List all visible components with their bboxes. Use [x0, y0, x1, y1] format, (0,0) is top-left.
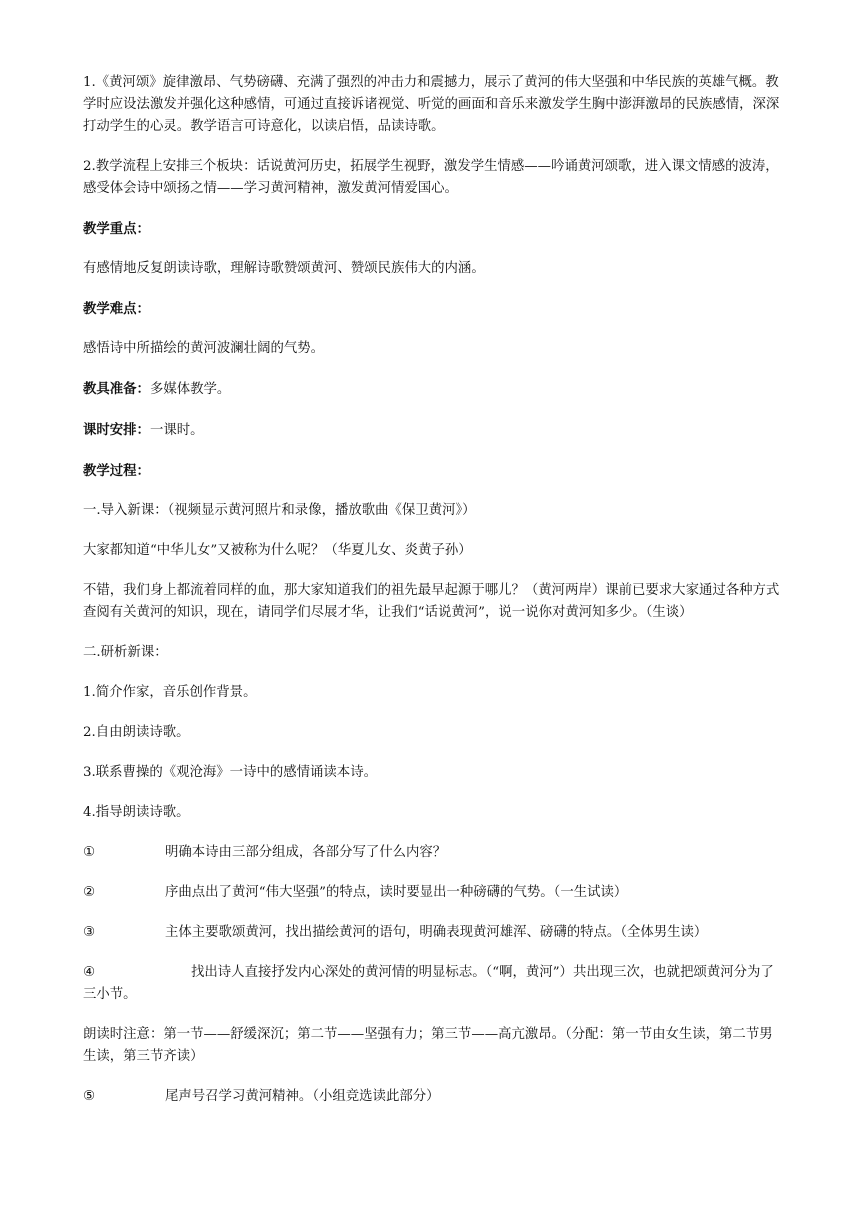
reading-note: 朗读时注意：第一节——舒缓深沉；第二节——坚强有力；第三节——高亢激昂。（分配：第一节由女生读，第二节男生读，第三节齐读） [83, 1027, 773, 1064]
list-item: 4.指导朗读诗歌。 [83, 805, 190, 820]
process-heading: 教学过程： [83, 463, 150, 479]
focus-heading: 教学重点： [83, 221, 150, 237]
document-body [83, 72, 783, 1126]
intro-paragraph-1: 1.《黄河颂》旋律激昂、气势磅礴、充满了强烈的冲击力和震撼力，展示了黄河的伟大坚强和中华民族的英雄气概。教学时应设法激发并强化这种感情，可通过直接诉诸视觉、听觉的画面和音乐来激发学生胸中澎湃激昂的民族感情，深深打动学生的心灵。教学语言可诗意化，以读启悟，品读诗歌。 [83, 75, 780, 134]
section-1-title: 一.导入新课：（视频显示黄河照片和录像，播放歌曲《保卫黄河》） [83, 503, 476, 518]
difficulty-text: 感悟诗中所描绘的黄河波澜壮阔的气势。 [83, 341, 325, 356]
step-number: ① [83, 845, 96, 860]
difficulty-heading: 教学难点： [83, 301, 150, 317]
step-item-4 [83, 962, 783, 1006]
step-number: ⑤ [83, 1089, 96, 1104]
step-item [83, 1086, 783, 1108]
schedule-line [83, 419, 783, 442]
intro-paragraph-2: 2.教学流程上安排三个板块：话说黄河历史，拓展学生视野，激发学生情感——吟诵黄河颂歌，进入课文情感的波涛，感受体会诗中颂扬之情——学习黄河精神，激发黄河情爱国心。 [83, 159, 779, 196]
section-2-title: 二.研析新课： [83, 645, 168, 660]
step-text: 明确本诗由三部分组成，各部分写了什么内容？ [165, 845, 447, 860]
tools-line [83, 378, 783, 401]
step-text: 主体主要歌颂黄河，找出描绘黄河的语句，明确表现黄河雄浑、磅礴的特点。（全体男生读） [165, 925, 708, 940]
schedule-label: 课时安排： [83, 422, 150, 438]
tools-value: 多媒体教学。 [149, 382, 231, 397]
list-item: 2.自由朗读诗歌。 [83, 725, 190, 740]
step-number: ③ [83, 925, 96, 940]
question-1: 大家都知道“中华儿女”又被称为什么呢？（华夏儿女、炎黄子孙） [83, 543, 472, 558]
step-item [83, 842, 783, 864]
step-text: 序曲点出了黄河“伟大坚强”的特点，读时要显出一种磅礴的气势。（一生试读） [165, 885, 628, 900]
list-item: 1.简介作家，音乐创作背景。 [83, 685, 257, 700]
step-text: 找出诗人直接抒发内心深处的黄河情的明显标志。（“啊，黄河”）共出现三次，也就把颂黄河分为了三小节。 [83, 965, 774, 1002]
step-text: 尾声号召学习黄河精神。（小组竞选读此部分） [165, 1089, 440, 1104]
schedule-value: 一课时。 [149, 423, 204, 438]
list-item: 3.联系曹操的《观沧海》一诗中的感情诵读本诗。 [83, 765, 377, 780]
tools-label: 教具准备： [83, 381, 150, 397]
question-2: 不错，我们身上都流着同样的血，那大家知道我们的祖先最早起源于哪儿？（黄河两岸）课前已要求大家通过各种方式查阅有关黄河的知识，现在，请同学们尽展才华，让我们“话说黄河”，说一说你对黄河知多少。（生谈） [83, 583, 780, 620]
step-number: ② [83, 885, 96, 900]
step-number: ④ [83, 965, 96, 980]
focus-text: 有感情地反复朗读诗歌，理解诗歌赞颂黄河、赞颂民族伟大的内涵。 [83, 261, 485, 276]
step-item [83, 882, 783, 904]
step-item [83, 922, 783, 944]
